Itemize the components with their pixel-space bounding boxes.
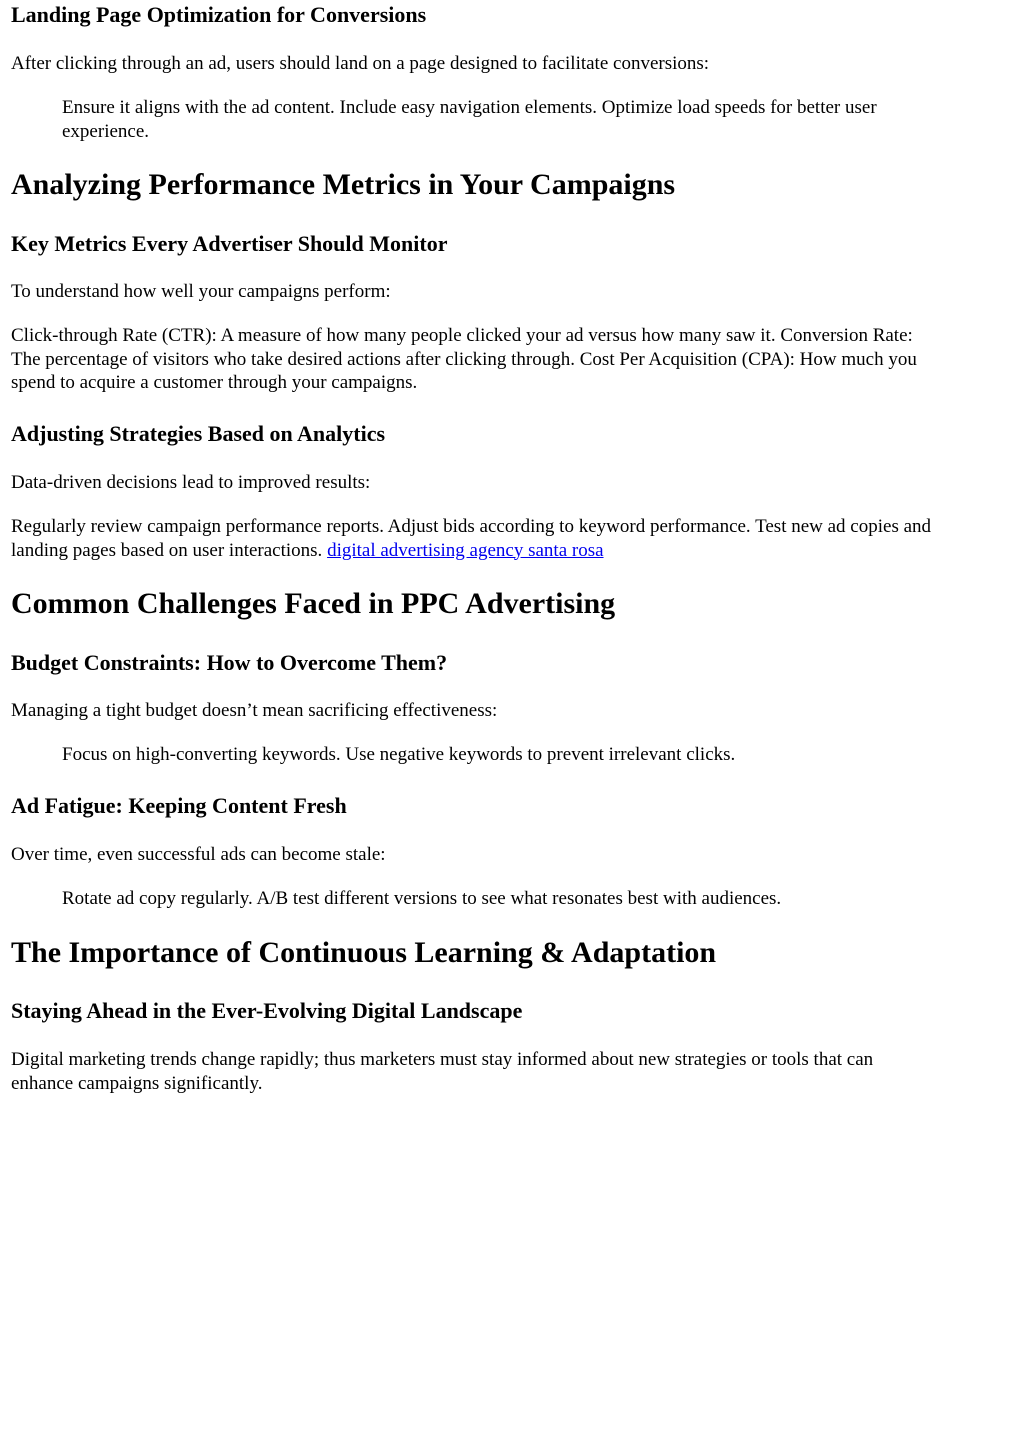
analyzing-heading: Analyzing Performance Metrics in Your Campaigns [11,168,676,201]
adjusting-line [11,539,931,563]
learning-heading: The Importance of Continuous Learning & Adaptation [11,936,717,969]
landing-page-heading: Landing Page Optimization for Conversions [11,2,427,27]
key-metrics-intro-text: To understand how well your campaigns perform: [11,281,391,302]
landing-list-line: Ensure it aligns with the ad content. Include easy navigation elements. Optimize load speeds for better user [62,97,877,118]
budget-heading: Budget Constraints: How to Overcome Them? [11,650,448,675]
staying-ahead-line: Digital marketing trends change rapidly; thus marketers must stay informed about new strategies or tools that can [11,1049,874,1070]
key-metrics-line: Click-through Rate (CTR): A measure of how many people clicked your ad versus how many saw it. Conversion Rate: [11,325,913,346]
challenges-heading: Common Challenges Faced in PPC Advertising [11,587,616,620]
key-metrics-paragraph [11,324,917,395]
adjusting-intro-text: Data-driven decisions lead to improved results: [11,472,371,493]
adjusting-paragraph [11,515,931,562]
key-metrics-heading: Key Metrics Every Advertiser Should Monitor [11,231,448,256]
landing-intro-text: After clicking through an ad, users should land on a page designed to facilitate conversions: [11,53,710,74]
staying-ahead-line: enhance campaigns significantly. [11,1072,263,1094]
budget-intro-text: Managing a tight budget doesn’t mean sacrificing effectiveness: [11,700,498,721]
budget-list-text: Focus on high-converting keywords. Use negative keywords to prevent irrelevant clicks. [62,744,736,765]
landing-list-block [62,96,877,143]
landing-list-line: experience. [62,120,150,142]
staying-ahead-paragraph [11,1048,873,1095]
key-metrics-line: The percentage of visitors who take desired actions after clicking through. Cost Per Acquisition (CPA): How much you [11,348,917,370]
staying-ahead-heading: Staying Ahead in the Ever-Evolving Digital Landscape [11,998,523,1023]
key-metrics-line: spend to acquire a customer through your campaigns. [11,372,418,393]
fatigue-heading: Ad Fatigue: Keeping Content Fresh [11,793,347,818]
fatigue-list-text: Rotate ad copy regularly. A/B test different versions to see what resonates best with audiences. [62,888,782,909]
adjusting-line: Regularly review campaign performance reports. Adjust bids according to keyword performance. Test new ad copies and [11,516,932,537]
adjusting-line-text: landing pages based on user interactions. [11,539,328,561]
agency-link[interactable]: digital advertising agency santa rosa [327,539,604,561]
fatigue-intro-text: Over time, even successful ads can become stale: [11,844,386,865]
adjusting-heading: Adjusting Strategies Based on Analytics [11,421,386,446]
